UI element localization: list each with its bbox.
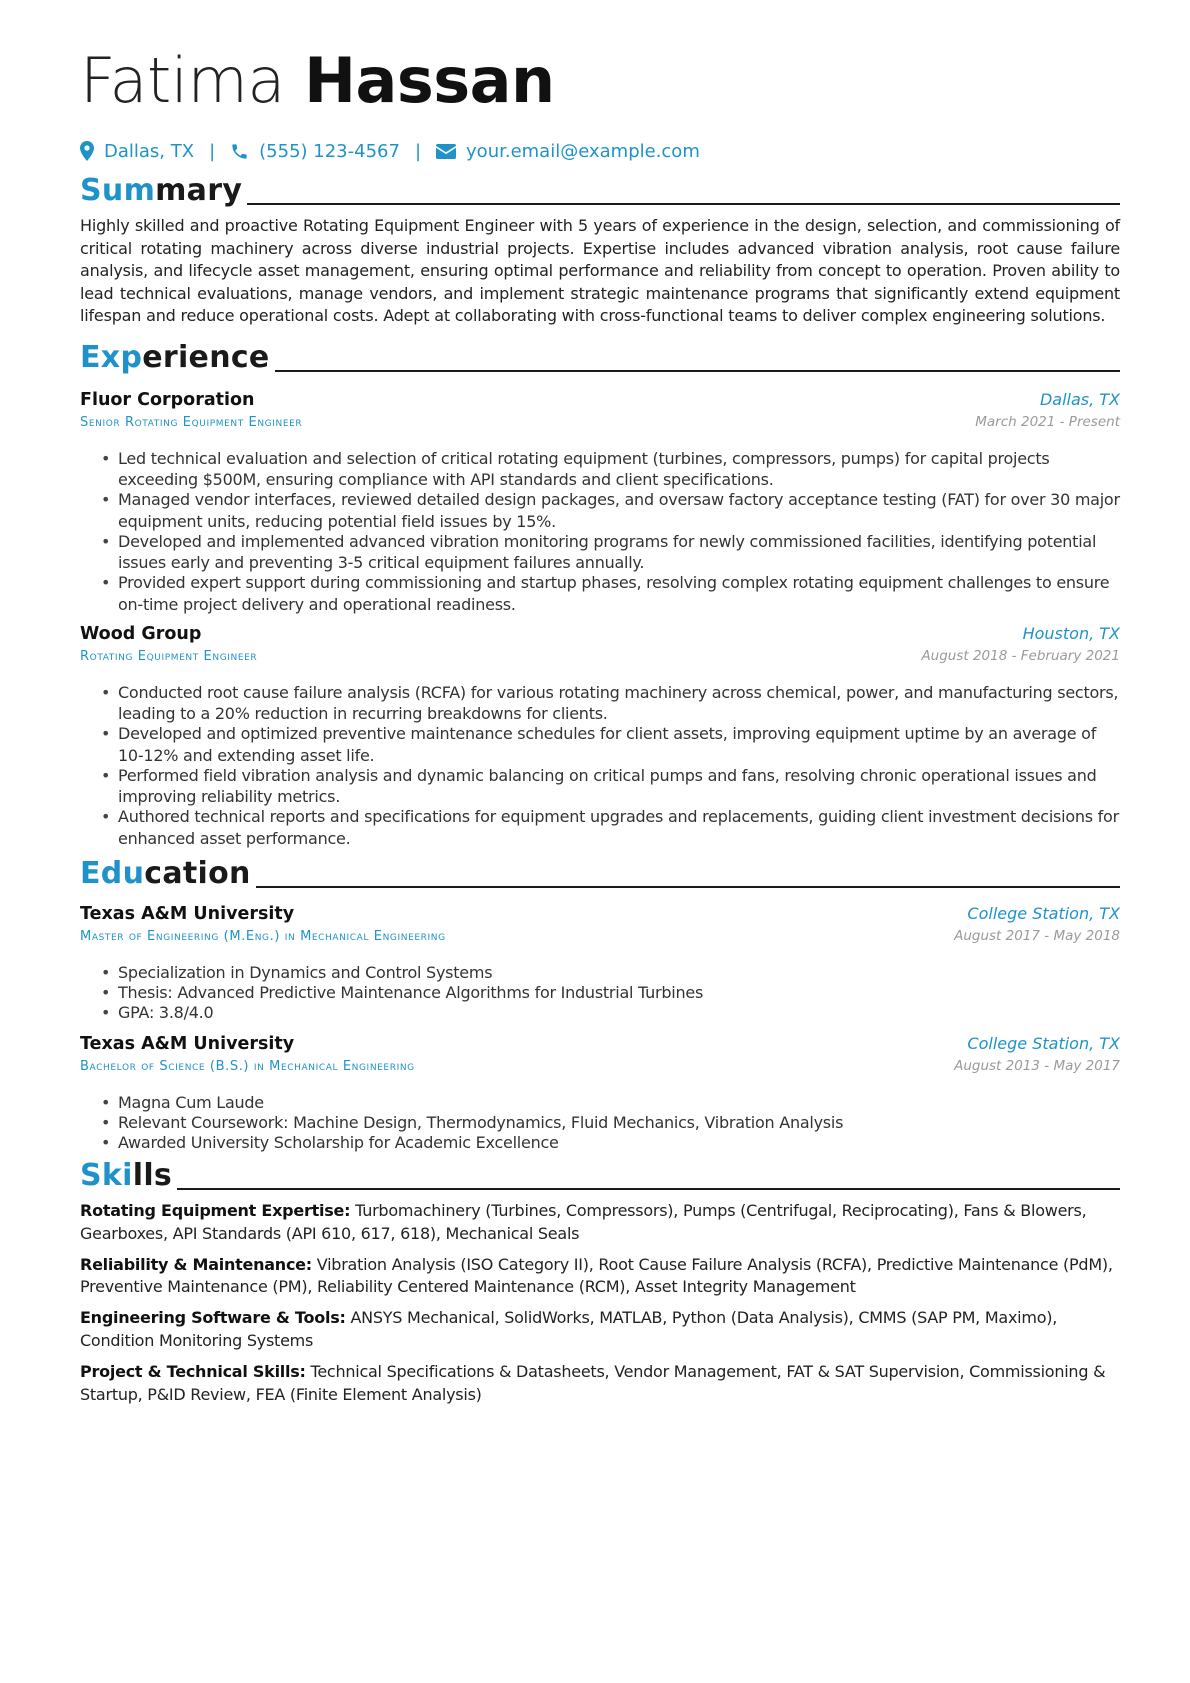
skill-group — [80, 1307, 1120, 1353]
section-rule — [177, 1188, 1120, 1190]
company-name: Wood Group — [80, 623, 202, 644]
company-name: Fluor Corporation — [80, 389, 255, 410]
education-heading — [80, 852, 1120, 892]
skill-text: Technical Specifications & Datasheets, Vendor Management, FAT & SAT Supervision, Commissioning & Startup, P&ID Review, FEA (Finite Element Analysis) — [80, 1361, 1106, 1404]
section-title: Summary — [80, 173, 243, 208]
skill-text: ANSYS Mechanical, SolidWorks, MATLAB, Python (Data Analysis), CMMS (SAP PM, Maximo), Condition Monitoring Systems — [80, 1308, 1058, 1350]
map-pin-icon — [80, 141, 94, 161]
experience-heading — [80, 336, 1120, 376]
education-details — [80, 1092, 1120, 1154]
list-item: • Developed and implemented advanced vibration monitoring programs for newly commissioned facilities, identifying potential issues early and preventing 3-5 critical equipment failures annually. — [118, 531, 1120, 574]
contact-separator: | — [414, 140, 422, 162]
list-item: • Managed vendor interfaces, reviewed detailed design packages, and oversaw factory acceptance testing (FAT) for over 30 major equipment units, reducing potential field issues by 15%. — [118, 489, 1120, 532]
contact-separator: | — [209, 140, 216, 162]
degree-dates: August 2017 - May 2018 — [954, 927, 1120, 944]
list-item: • Led technical evaluation and selection of critical rotating equipment (turbines, compressors, pumps) for capital projects exceeding $500M, ensuring compliance with API standards and client specifications. — [118, 448, 1120, 491]
degree-title: Master of Engineering (M.Eng.) in Mechanical Engineering — [80, 928, 446, 944]
section-title: Skills — [80, 1157, 173, 1193]
achievement-list — [80, 682, 1120, 850]
job-location: Houston, TX — [1022, 623, 1120, 643]
skill-group — [80, 1200, 1120, 1246]
skill-text: Vibration Analysis (ISO Category II), Root Cause Failure Analysis (RCFA), Predictive Maintenance (PdM), Preventive Maintenance (PM), Reliability Centered Maintenance (RCM), Asset Integrity Management — [80, 1254, 1113, 1297]
job-title: Senior Rotating Equipment Engineer — [80, 414, 303, 430]
experience-entry — [80, 390, 1120, 616]
achievement-list — [80, 448, 1120, 616]
school-location: College Station, TX — [967, 1033, 1120, 1053]
email-link[interactable]: your.email@example.com — [466, 140, 700, 162]
job-dates: August 2018 - February 2021 — [921, 647, 1120, 664]
skills-heading — [80, 1154, 1120, 1194]
contact-phone[interactable] — [230, 141, 400, 162]
section-title: Education — [80, 855, 251, 891]
envelope-icon — [436, 144, 456, 159]
candidate-name — [80, 46, 1120, 116]
phone-text[interactable]: (555) 123-4567 — [259, 140, 400, 162]
list-item: • Provided expert support during commissioning and startup phases, resolving complex rotating equipment challenges to ensure on-time project delivery and operational readiness. — [118, 572, 1120, 615]
section-title: Experience — [80, 339, 270, 375]
list-item: • Authored technical reports and specifications for equipment upgrades and replacements, guiding client investment decisions for enhanced asset performance. — [118, 806, 1120, 849]
degree-dates: August 2013 - May 2017 — [954, 1057, 1120, 1074]
skill-label: Project & Technical Skills: — [80, 1361, 306, 1381]
education-details — [80, 962, 1120, 1024]
list-item: • GPA: 3.8/4.0 — [118, 1002, 1120, 1024]
skill-label: Reliability & Maintenance: — [80, 1254, 312, 1274]
skill-label: Rotating Equipment Expertise: — [80, 1200, 351, 1220]
job-title: Rotating Equipment Engineer — [80, 648, 258, 664]
list-item: • Performed field vibration analysis and dynamic balancing on critical pumps and fans, resolving chronic operational issues and improving reliability metrics. — [118, 765, 1120, 808]
experience-entry — [80, 624, 1120, 850]
degree-title: Bachelor of Science (B.S.) in Mechanical Engineering — [80, 1058, 415, 1074]
skill-text: Turbomachinery (Turbines, Compressors), Pumps (Centrifugal, Reciprocating), Fans & Blowers, Gearboxes, API Standards (API 610, 617, 618), Mechanical Seals — [80, 1200, 1087, 1243]
section-rule — [247, 203, 1120, 205]
first-name: Fatima — [80, 44, 285, 117]
skill-label: Engineering Software & Tools: — [80, 1308, 346, 1328]
job-dates: March 2021 - Present — [975, 413, 1120, 430]
education-entry — [80, 1034, 1120, 1154]
section-rule — [275, 370, 1120, 372]
list-item: • Magna Cum Laude — [118, 1092, 1120, 1114]
skill-group — [80, 1254, 1120, 1300]
contact-email[interactable] — [436, 141, 700, 162]
job-location: Dallas, TX — [1039, 389, 1120, 409]
summary-text: Highly skilled and proactive Rotating Equipment Engineer with 5 years of experience in the design, selection, and commissioning of critical rotating machinery across diverse industrial projects. Expertise includes advanced vibration analysis, root cause failure analysis, and lifecycle asset management, ensuring optimal performance and reliability from concept to operation. Proven ability to lead technical evaluations, manage vendors, and implement strategic maintenance programs that significantly extend equipment lifespan and reduce operational costs. Adept at collaborating with cross-functional teams to deliver complex engineering solutions. — [80, 216, 1120, 326]
school-location: College Station, TX — [967, 903, 1120, 923]
list-item: • Awarded University Scholarship for Academic Excellence — [118, 1132, 1120, 1154]
resume-content — [80, 46, 1120, 1406]
summary-heading — [80, 169, 1120, 209]
list-item: • Developed and optimized preventive maintenance schedules for client assets, improving equipment uptime by an average of 10-12% and extending asset life. — [118, 723, 1120, 766]
list-item: • Conducted root cause failure analysis (RCFA) for various rotating machinery across chemical, power, and manufacturing sectors, leading to a 20% reduction in recurring breakdowns for clients. — [118, 682, 1120, 725]
school-name: Texas A&M University — [80, 903, 295, 924]
skill-group — [80, 1361, 1120, 1407]
contact-location — [80, 141, 194, 162]
list-item: • Thesis: Advanced Predictive Maintenance Algorithms for Industrial Turbines — [118, 982, 1120, 1004]
education-entry — [80, 904, 1120, 1024]
last-name: Hassan — [304, 44, 555, 117]
school-name: Texas A&M University — [80, 1033, 295, 1054]
list-item: • Specialization in Dynamics and Control Systems — [118, 962, 1120, 984]
contact-line — [80, 139, 1120, 163]
section-rule — [256, 886, 1120, 888]
location-text: Dallas, TX — [104, 140, 195, 162]
list-item: • Relevant Coursework: Machine Design, Thermodynamics, Fluid Mechanics, Vibration Analysis — [118, 1112, 1120, 1134]
phone-icon — [230, 142, 249, 161]
